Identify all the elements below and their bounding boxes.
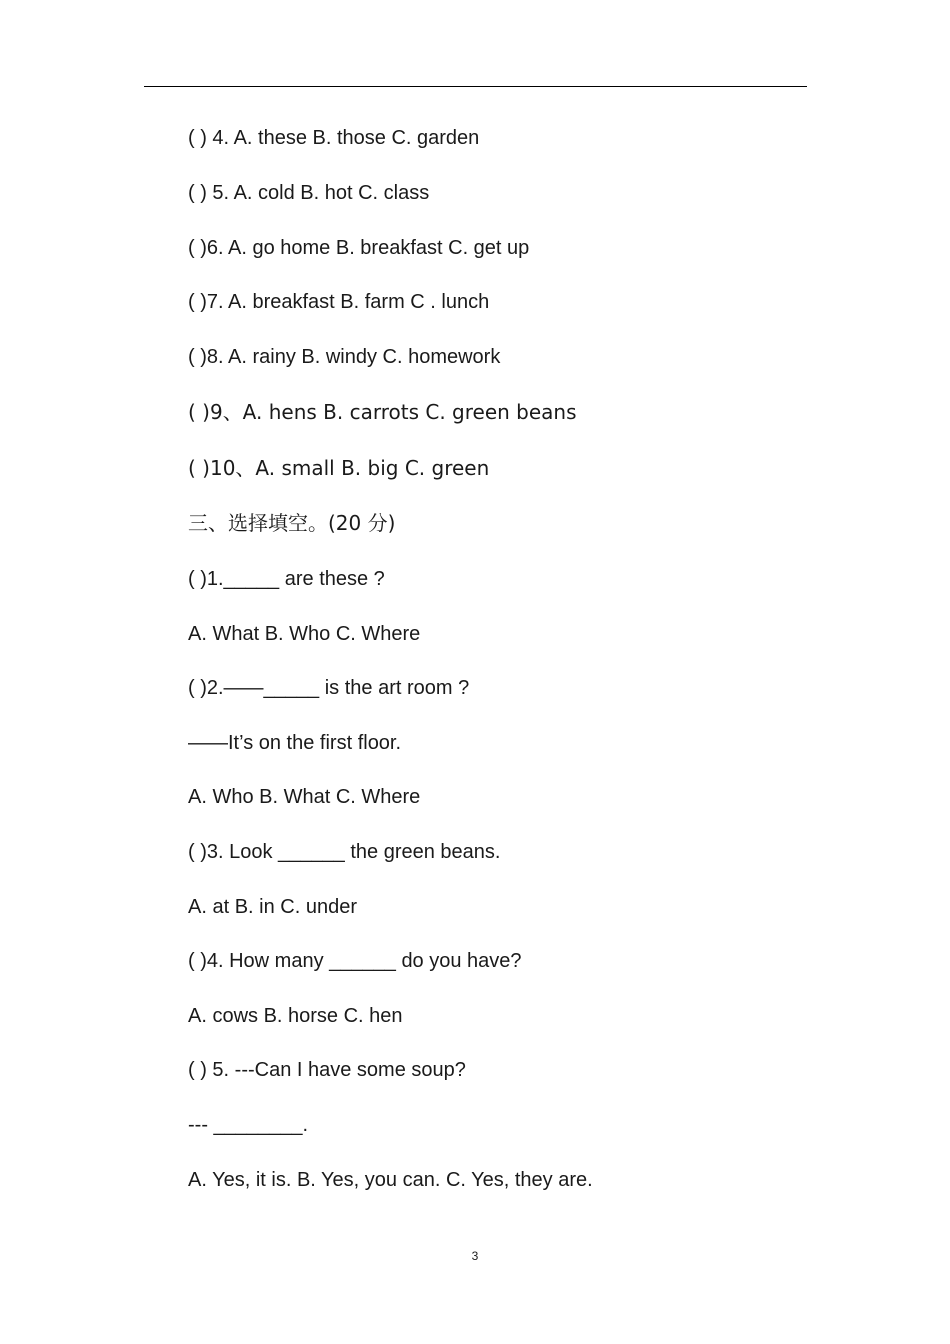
question-line: ( )10、A. small B. big C. green (188, 456, 490, 480)
page-number: 3 (471, 1249, 479, 1263)
question-line: ( )8. A. rainy B. windy C. homework (188, 346, 501, 368)
question-line: ( )3. Look ______ the green beans. (188, 841, 501, 863)
question-line: ( ) 4. A. these B. those C. garden (188, 127, 480, 149)
question-line: ( )2.——_____ is the art room ? (188, 677, 470, 699)
question-line: ( ) 5. ---Can I have some soup? (188, 1059, 466, 1081)
dialogue-line: ——It’s on the first floor. (188, 732, 402, 754)
dialogue-line: --- ________. (188, 1114, 309, 1136)
answer-options: A. What B. Who C. Where (188, 623, 421, 645)
question-line: ( )9、A. hens B. carrots C. green beans (188, 400, 577, 424)
question-line: ( ) 5. A. cold B. hot C. class (188, 182, 430, 204)
answer-options: A. Who B. What C. Where (188, 786, 421, 808)
question-line: ( )6. A. go home B. breakfast C. get up (188, 237, 530, 259)
question-line: ( )4. How many ______ do you have? (188, 950, 522, 972)
question-line: ( )1._____ are these ? (188, 568, 385, 590)
answer-options: A. at B. in C. under (188, 896, 357, 918)
answer-options: A. Yes, it is. B. Yes, you can. C. Yes, they are. (188, 1169, 593, 1191)
header-rule (144, 86, 807, 87)
question-line: ( )7. A. breakfast B. farm C . lunch (188, 291, 490, 313)
answer-options: A. cows B. horse C. hen (188, 1005, 403, 1027)
section-heading: 三、选择填空。(20 分) (188, 511, 396, 535)
